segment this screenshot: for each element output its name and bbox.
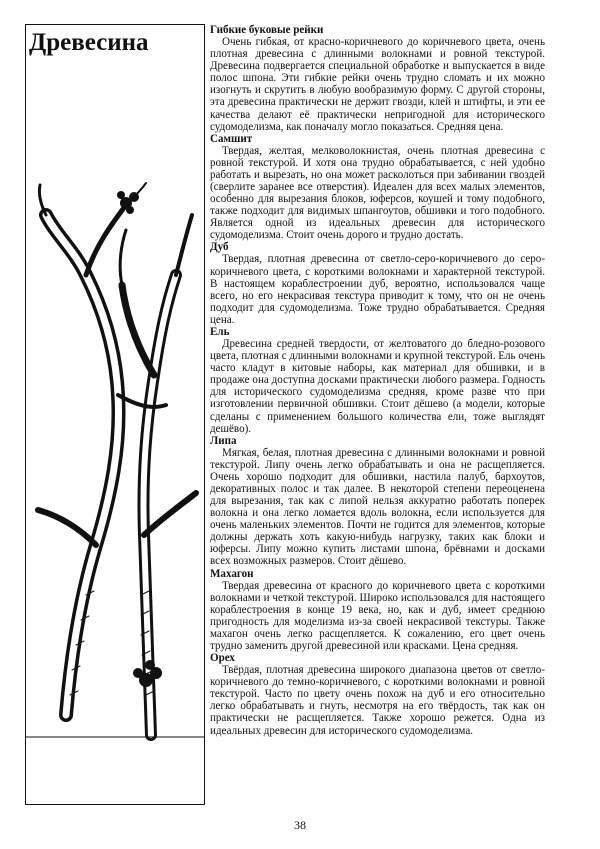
page-title: Древесина (29, 29, 149, 56)
section-heading: Липа (210, 434, 237, 447)
section (210, 652, 545, 737)
section (210, 435, 545, 568)
section-text: Твердая древесина от красного до коричневого цвета с короткими волокнами и четкой текстурой. Широко использовался для настоящего кораблестроения в конце 19 века, но, как и дуб, имеет среднюю пригодность для моделизма из-за своей некрасивой текстуры. Также махагон очень легко расщепляется. К сожалению, его цвет очень трудно заменить другой древесиной или красками. Цена средняя. (210, 579, 545, 652)
section-heading: Самшит (210, 132, 253, 145)
section-text: Мягкая, белая, плотная древесина с длинными волокнами и ровной текстурой. Липу очень легко обрабатывать и она не расщепляется. Очень хорошо подходит для обшивки, настила палуб, бархоутов, декоративных полос и так далее. В некоторой степени переоценена для вырезания, так как с липой нельзя аккуратно работать поперек волокна и она легко ломается вдоль волокна, если используется для очень маленьких элементов. Почти не годится для элементов, которые должны держать хоть какую-нибудь нагрузку, таких как блоки и юферсы. Липу можно купить листами шпона, брёвнами и досками всех возможных размеров. Стоит дёшево. (210, 446, 545, 568)
tree-trunks-illustration (26, 175, 204, 745)
section-heading: Махагон (210, 567, 254, 580)
section-heading: Ель (210, 325, 230, 338)
section-text: Твёрдая, плотная древесина широкого диапазона цветов от светло-коричневого до темно-коричневого, с короткими волокнами и ровной текстурой. Часто по цвету очень похож на дуб и его относительно легко обрабатывать и гнуть, несмотря на его твёрдость, так как он практически не расщепляется. Также хорошо режется. Одна из идеальных древесин для исторического судомоделизма. (210, 664, 545, 737)
section (210, 24, 545, 133)
section (210, 241, 545, 326)
section-heading: Орех (210, 652, 235, 665)
section (210, 326, 545, 435)
section-heading: Гибкие буковые рейки (210, 24, 324, 36)
main-text (210, 24, 545, 737)
page-number: 38 (294, 818, 306, 832)
section-text: Твердая, желтая, мелковолокнистая, очень плотная древесина с ровной текстурой. И хотя она трудно обрабатывается, с ней удобно работать и вырезать, но она может расколоться при забивании гвоздей (сверлите заранее все отверстия). Идеален для всех малых элементов, особенно для вырезания блоков, юферсов, коушей и тому подобного, также подходит для видимых шпангоутов, обшивки и того подобного. Является одной из идеальных древесин для исторического судомоделизма. Стоит очень дорого и трудно достать. (210, 144, 545, 242)
section-text: Древесина средней твердости, от желтоватого до бледно-розового цвета, плотная с длинными волокнами и крупной текстурой. Ель очень часто кладут в китовые наборы, как материал для обшивки, и в продаже она доступна досками практически любого размера. Годность для исторического судомоделизма средняя, кроме разве что при изготовлении первичной обшивки. Стоит дёшево (а модели, которые сделаны с применением большого количества ели, тоже выглядят дешёво). (210, 338, 545, 435)
sidebar-frame (25, 24, 205, 805)
section-text: Очень гибкая, от красно-коричневого до коричневого цвета, очень плотная древесина с длинными волокнами и ровной текстурой. Древесина подвергается специальной обработке и выпускается в виде полос шпона. Эти гибкие рейки очень трудно сломать и их можно изогнуть и скрутить в любую вообразимую форму. С другой стороны, эта древесина практически не держит гвозди, клей и штифты, и эти ее качества делают её практически непригодной для исторического судомоделизма, как поначалу могло показаться. Средняя цена. (210, 36, 545, 133)
section-heading: Дуб (210, 241, 229, 254)
section (210, 133, 545, 242)
section-text: Твердая, плотная древесина от светло-серо-коричневого до серо-коричневого цвета, с короткими волокнами и характерной текстурой. В настоящем кораблестроении дуб, вероятно, использовался чаще всего, но его некрасивая текстура приводит к тому, что он не очень подходит для судомоделизма. Тоже трудно обрабатывается. Средняя цена. (210, 253, 545, 326)
section (210, 568, 545, 653)
